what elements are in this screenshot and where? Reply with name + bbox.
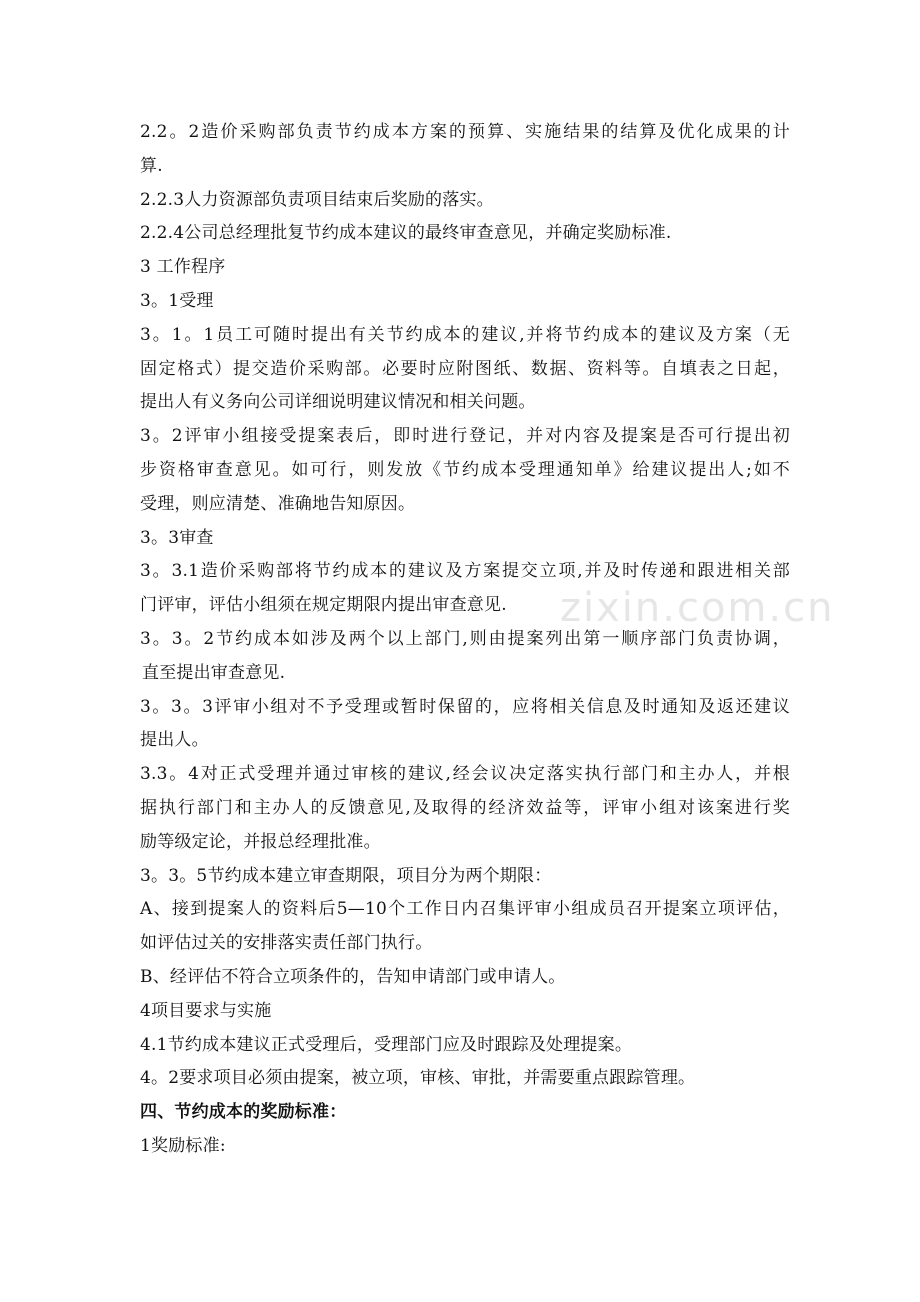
paragraph-line: 2.2.4公司总经理批复节约成本建议的最终审查意见，并确定奖励标准.: [140, 223, 672, 244]
paragraph-line: 3。2评审小组接受提案表后，即时进行登记，并对内容及提案是否可行提出初: [140, 426, 790, 447]
subsection-heading: 3。1受理: [140, 290, 214, 311]
paragraph-line: 3。3。5节约成本建立审查期限，项目分为两个期限：: [140, 865, 552, 886]
paragraph-line: 4.1节约成本建议正式受理后，受理部门应及时跟踪及处理提案。: [140, 1034, 633, 1055]
paragraph-line: A、接到提案人的资料后5—10个工作日内召集评审小组成员召开提案立项评估，: [140, 899, 790, 920]
paragraph-line: 门评审，评估小组须在规定期限内提出审查意见.: [140, 595, 507, 616]
paragraph-line: 4。2要求项目必须由提案，被立项，审核、审批，并需要重点跟踪管理。: [140, 1068, 696, 1089]
paragraph-line: 据执行部门和主办人的反馈意见,及取得的经济效益等，评审小组对该案进行奖: [140, 797, 790, 818]
paragraph-line: 3。1。1员工可随时提出有关节约成本的建议,并将节约成本的建议及方案（无: [140, 324, 790, 345]
paragraph-line: 受理，则应清楚、准确地告知原因。: [140, 493, 416, 514]
paragraph-line: 提出人有义务向公司详细说明建议情况和相关问题。: [140, 392, 536, 413]
paragraph-line: 固定格式）提交造价采购部。必要时应附图纸、数据、资料等。自填表之日起，: [140, 358, 790, 379]
paragraph-line: 直至提出审查意见.: [142, 662, 286, 683]
section-heading: 4项目要求与实施: [140, 1000, 272, 1021]
paragraph-line: 3.3。4对正式受理并通过审核的建议,经会议决定落实执行部门和主办人，并根: [140, 764, 790, 785]
chapter-heading: 四、节约成本的奖励标准：: [140, 1102, 347, 1123]
subsection-heading: 3。3审查: [140, 527, 214, 548]
paragraph-line: 如评估过关的安排落实责任部门执行。: [140, 933, 433, 954]
paragraph-line: 提出人。: [140, 730, 209, 751]
paragraph-line: 步资格审查意见。如可行，则发放《节约成本受理通知单》给建议提出人;如不: [140, 459, 790, 480]
document-body: [140, 116, 790, 1164]
paragraph-line: 3。3.1造价采购部将节约成本的建议及方案提交立项,并及时传递和跟进相关部: [140, 561, 790, 582]
subsection-heading: 1奖励标准:: [140, 1135, 226, 1156]
paragraph-line: 2.2.3人力资源部负责项目结束后奖励的落实。: [140, 189, 494, 210]
paragraph-line: 2.2。2造价采购部负责节约成本方案的预算、实施结果的结算及优化成果的计: [140, 122, 790, 142]
paragraph-line: 3。3。2节约成本如涉及两个以上部门,则由提案列出第一顺序部门负责协调，: [140, 628, 790, 649]
paragraph-line: 3。3。3评审小组对不予受理或暂时保留的，应将相关信息及时通知及返还建议: [140, 696, 790, 717]
paragraph-line: 励等级定论，并报总经理批准。: [140, 831, 381, 852]
paragraph-line: 算.: [140, 155, 163, 176]
watermark: zixin.com.cn: [560, 585, 835, 631]
paragraph-line: B、经评估不符合立项条件的，告知申请部门或申请人。: [140, 966, 566, 987]
section-heading: 3 工作程序: [140, 257, 226, 278]
